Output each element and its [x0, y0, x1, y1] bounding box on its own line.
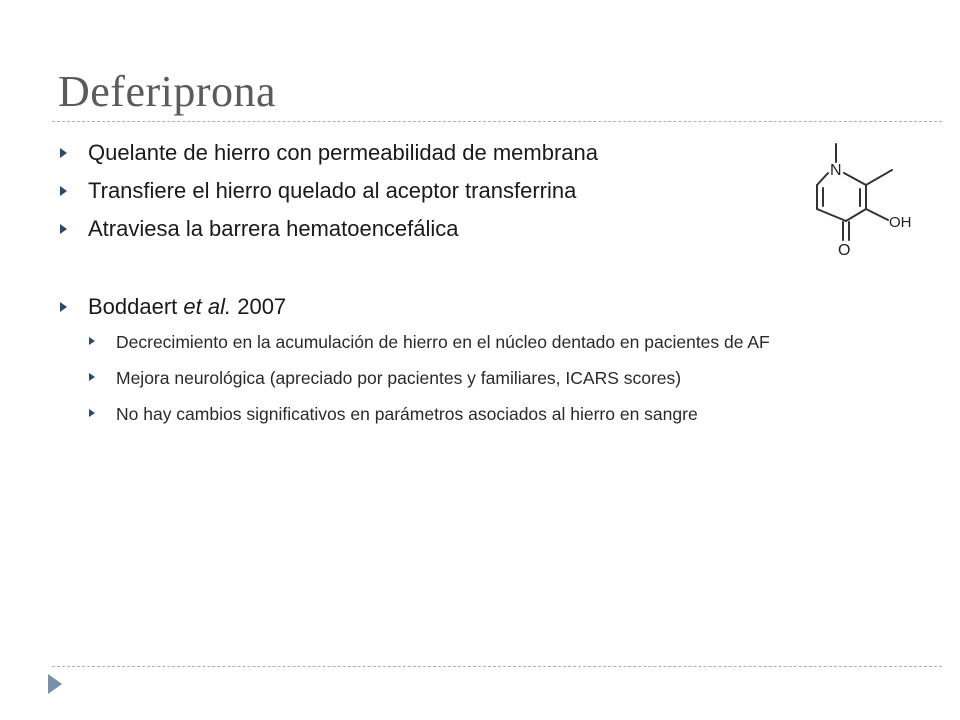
reference-author: Boddaert [88, 294, 184, 319]
sub-bullet-item [58, 366, 878, 390]
deferiprone-structure-diagram [800, 134, 940, 259]
bullet-item [58, 176, 878, 206]
title-divider [52, 121, 942, 122]
bullet-arrow-icon [60, 186, 67, 196]
bullet-text: Transfiere el hierro quelado al aceptor transferrina [88, 178, 577, 203]
reference-year: 2007 [231, 294, 287, 319]
slide-content [58, 138, 878, 426]
reference-etal: et al. [183, 294, 232, 319]
bullet-arrow-icon [60, 224, 67, 234]
sub-bullet-arrow-icon [89, 373, 95, 381]
bullet-item [58, 138, 878, 168]
sub-bullet-text: Mejora neurológica (apreciado por pacientes y familiares, ICARS scores) [116, 368, 682, 388]
sub-bullet-arrow-icon [89, 409, 95, 417]
sub-bullet-arrow-icon [89, 337, 95, 345]
bullet-text: Quelante de hierro con permeabilidad de membrana [88, 140, 598, 165]
sub-bullet-item [58, 402, 878, 426]
atom-n-label: N [830, 162, 842, 179]
bullet-item [58, 214, 878, 244]
slide-nav-arrow-icon [48, 674, 62, 694]
atom-oh-label: OH [889, 214, 912, 231]
sub-bullet-text: Decrecimiento en la acumulación de hierro en el núcleo dentado en pacientes de AF [116, 332, 770, 352]
sub-bullet-item [58, 330, 878, 354]
sub-bullet-text: No hay cambios significativos en parámetros asociados al hierro en sangre [116, 404, 698, 424]
bullet-text: Atraviesa la barrera hematoencefálica [88, 216, 459, 241]
slide-title: Deferiprona [58, 67, 277, 116]
footer-divider [52, 666, 942, 667]
reference-bullet [58, 292, 878, 322]
bullet-arrow-icon [60, 148, 67, 158]
bullet-arrow-icon [60, 302, 67, 312]
atom-o-label: O [838, 242, 851, 259]
